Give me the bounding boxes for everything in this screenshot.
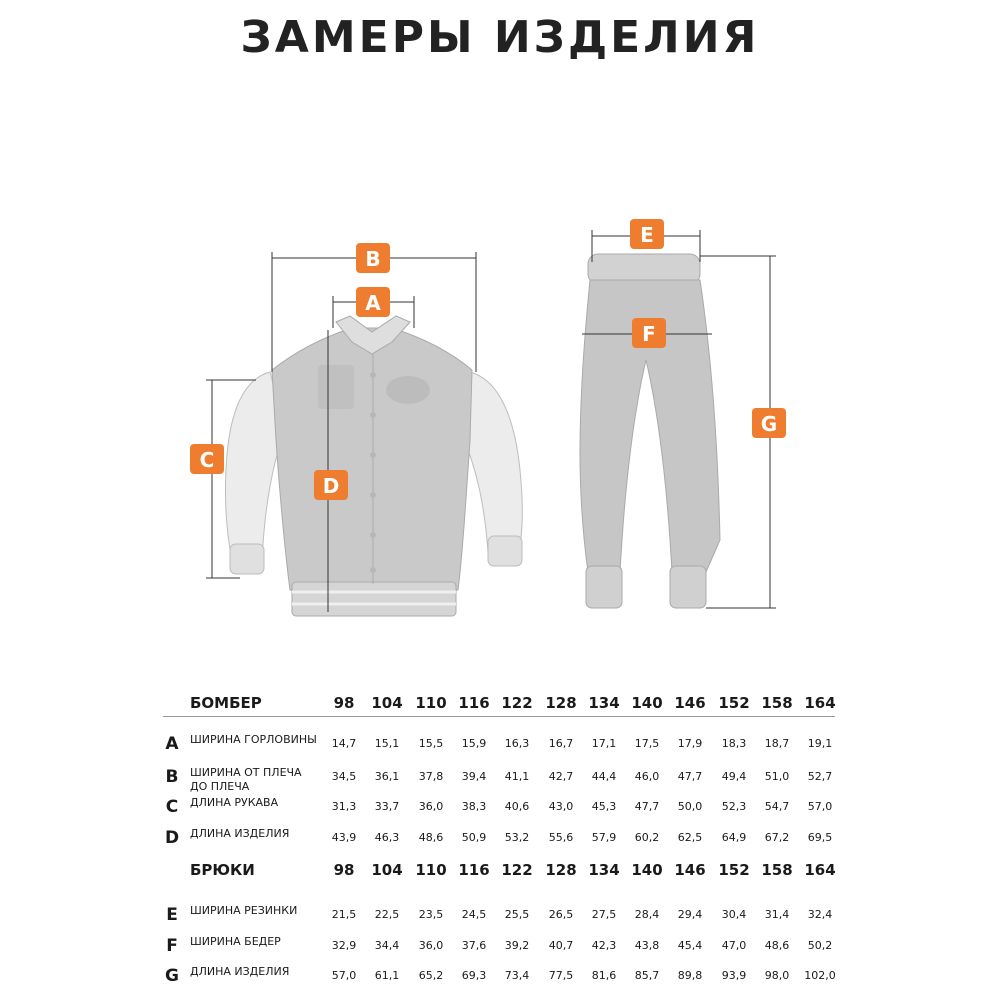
table-cell: 62,5 bbox=[677, 831, 703, 844]
table-cell: 54,7 bbox=[764, 800, 790, 813]
table-cell: 18,7 bbox=[764, 737, 790, 750]
table-cell: 26,5 bbox=[548, 908, 574, 921]
bomber-body bbox=[272, 328, 472, 590]
table-cell: 31,4 bbox=[764, 908, 790, 921]
table-cell: 48,6 bbox=[764, 939, 790, 952]
page-title: ЗАМЕРЫ ИЗДЕЛИЯ bbox=[240, 12, 760, 63]
table-cell: 36,0 bbox=[418, 939, 444, 952]
table-cell: 57,0 bbox=[807, 800, 833, 813]
pants-size-header: 98 bbox=[333, 861, 355, 879]
label-A bbox=[356, 287, 390, 317]
table-cell: 50,9 bbox=[461, 831, 487, 844]
table-cell: 31,3 bbox=[331, 800, 357, 813]
letter-patch bbox=[318, 365, 354, 409]
table-cell: 15,9 bbox=[461, 737, 487, 750]
table-cell: 40,7 bbox=[548, 939, 574, 952]
table-cell: 21,5 bbox=[331, 908, 357, 921]
row-label: ШИРИНА ГОРЛОВИНЫ bbox=[190, 733, 317, 746]
bomber-header-rule bbox=[163, 716, 835, 717]
table-cell: 52,7 bbox=[807, 770, 833, 783]
table-cell: 64,9 bbox=[721, 831, 747, 844]
pants-size-header: 134 bbox=[588, 861, 620, 879]
bomber-size-header: 164 bbox=[804, 694, 836, 712]
right-leg-cuff bbox=[670, 566, 706, 608]
svg-text:C: C bbox=[199, 448, 215, 472]
pants-size-header: 140 bbox=[631, 861, 663, 879]
bomber-jacket bbox=[225, 316, 522, 616]
table-cell: 32,4 bbox=[807, 908, 833, 921]
table-cell: 22,5 bbox=[374, 908, 400, 921]
bomber-size-header: 116 bbox=[458, 694, 490, 712]
pants-size-header: 152 bbox=[718, 861, 750, 879]
table-cell: 60,2 bbox=[634, 831, 660, 844]
table-cell: 39,2 bbox=[504, 939, 530, 952]
table-cell: 42,7 bbox=[548, 770, 574, 783]
row-label: ДЛИНА РУКАВА bbox=[190, 796, 279, 809]
table-cell: 73,4 bbox=[504, 969, 530, 982]
row-letter: G bbox=[165, 966, 179, 986]
table-cell: 36,0 bbox=[418, 800, 444, 813]
table-cell: 38,3 bbox=[461, 800, 487, 813]
row-letter: A bbox=[165, 734, 179, 754]
table-cell: 43,8 bbox=[634, 939, 660, 952]
table-cell: 47,7 bbox=[677, 770, 703, 783]
row-letter: F bbox=[166, 936, 178, 956]
table-cell: 43,0 bbox=[548, 800, 574, 813]
label-B bbox=[356, 243, 390, 273]
table-cell: 77,5 bbox=[548, 969, 574, 982]
table-cell: 46,0 bbox=[634, 770, 660, 783]
table-cell: 46,3 bbox=[374, 831, 400, 844]
pants-size-header: 128 bbox=[545, 861, 577, 879]
table-cell: 52,3 bbox=[721, 800, 747, 813]
table-cell: 43,9 bbox=[331, 831, 357, 844]
table-cell: 53,2 bbox=[504, 831, 530, 844]
table-cell: 51,0 bbox=[764, 770, 790, 783]
row-label: ДЛИНА ИЗДЕЛИЯ bbox=[190, 827, 290, 840]
row-letter: C bbox=[165, 797, 179, 817]
left-leg-cuff bbox=[586, 566, 622, 608]
table-cell: 15,1 bbox=[374, 737, 400, 750]
table-cell: 55,6 bbox=[548, 831, 574, 844]
table-cell: 14,7 bbox=[331, 737, 357, 750]
table-cell: 25,5 bbox=[504, 908, 530, 921]
pants-size-header: 164 bbox=[804, 861, 836, 879]
label-D bbox=[314, 470, 348, 500]
table-cell: 34,4 bbox=[374, 939, 400, 952]
table-cell: 69,5 bbox=[807, 831, 833, 844]
table-cell: 89,8 bbox=[677, 969, 703, 982]
table-cell: 16,3 bbox=[504, 737, 530, 750]
pants-size-header: 146 bbox=[674, 861, 706, 879]
table-cell: 39,4 bbox=[461, 770, 487, 783]
bomber-size-header: 98 bbox=[333, 694, 355, 712]
table-cell: 49,4 bbox=[721, 770, 747, 783]
table-cell: 85,7 bbox=[634, 969, 660, 982]
table-cell: 29,4 bbox=[677, 908, 703, 921]
pants bbox=[580, 254, 720, 608]
table-cell: 61,1 bbox=[374, 969, 400, 982]
bomber-size-header: 128 bbox=[545, 694, 577, 712]
table-cell: 17,9 bbox=[677, 737, 703, 750]
table-cell: 81,6 bbox=[591, 969, 617, 982]
row-label: ШИРИНА БЕДЕР bbox=[190, 935, 281, 948]
label-C bbox=[190, 444, 224, 474]
table-cell: 44,4 bbox=[591, 770, 617, 783]
svg-text:F: F bbox=[642, 322, 656, 346]
table-cell: 69,3 bbox=[461, 969, 487, 982]
chest-patch bbox=[386, 376, 430, 404]
table-cell: 32,9 bbox=[331, 939, 357, 952]
table-cell: 93,9 bbox=[721, 969, 747, 982]
bomber-size-header: 140 bbox=[631, 694, 663, 712]
bomber-size-header: 158 bbox=[761, 694, 793, 712]
table-cell: 37,8 bbox=[418, 770, 444, 783]
table-cell: 47,7 bbox=[634, 800, 660, 813]
bomber-waistband bbox=[292, 582, 456, 616]
table-cell: 30,4 bbox=[721, 908, 747, 921]
table-cell: 57,9 bbox=[591, 831, 617, 844]
table-cell: 47,0 bbox=[721, 939, 747, 952]
row-letter: E bbox=[166, 905, 178, 925]
row-letter: D bbox=[164, 828, 180, 848]
svg-text:D: D bbox=[322, 474, 340, 498]
table-cell: 67,2 bbox=[764, 831, 790, 844]
svg-text:G: G bbox=[760, 412, 778, 436]
pants-size-header: 122 bbox=[501, 861, 533, 879]
label-E bbox=[630, 219, 664, 249]
table-cell: 42,3 bbox=[591, 939, 617, 952]
bomber-size-header: 152 bbox=[718, 694, 750, 712]
row-label: ШИРИНА РЕЗИНКИ bbox=[190, 904, 298, 917]
table-cell: 41,1 bbox=[504, 770, 530, 783]
pants-table-title: БРЮКИ bbox=[190, 861, 255, 879]
table-cell: 37,6 bbox=[461, 939, 487, 952]
bomber-size-header: 122 bbox=[501, 694, 533, 712]
table-cell: 15,5 bbox=[418, 737, 444, 750]
table-cell: 50,2 bbox=[807, 939, 833, 952]
table-cell: 102,0 bbox=[804, 969, 836, 982]
bomber-size-header: 134 bbox=[588, 694, 620, 712]
row-label: ШИРИНА ОТ ПЛЕЧА ДО ПЛЕЧА bbox=[190, 766, 302, 793]
table-cell: 17,5 bbox=[634, 737, 660, 750]
bomber-size-header: 104 bbox=[371, 694, 403, 712]
right-cuff bbox=[488, 536, 522, 566]
bomber-size-header: 110 bbox=[415, 694, 447, 712]
table-cell: 45,3 bbox=[591, 800, 617, 813]
left-cuff bbox=[230, 544, 264, 574]
table-cell: 16,7 bbox=[548, 737, 574, 750]
pants-size-header: 104 bbox=[371, 861, 403, 879]
table-cell: 28,4 bbox=[634, 908, 660, 921]
table-cell: 17,1 bbox=[591, 737, 617, 750]
svg-text:A: A bbox=[365, 291, 381, 315]
table-cell: 33,7 bbox=[374, 800, 400, 813]
table-cell: 45,4 bbox=[677, 939, 703, 952]
table-cell: 24,5 bbox=[461, 908, 487, 921]
table-cell: 98,0 bbox=[764, 969, 790, 982]
svg-text:E: E bbox=[640, 223, 654, 247]
label-G bbox=[752, 408, 786, 438]
table-cell: 57,0 bbox=[331, 969, 357, 982]
row-label: ДЛИНА ИЗДЕЛИЯ bbox=[190, 965, 290, 978]
bomber-size-header: 146 bbox=[674, 694, 706, 712]
table-cell: 18,3 bbox=[721, 737, 747, 750]
table-cell: 48,6 bbox=[418, 831, 444, 844]
table-cell: 34,5 bbox=[331, 770, 357, 783]
label-F bbox=[632, 318, 666, 348]
pants-size-header: 116 bbox=[458, 861, 490, 879]
table-cell: 23,5 bbox=[418, 908, 444, 921]
table-cell: 19,1 bbox=[807, 737, 833, 750]
table-cell: 50,0 bbox=[677, 800, 703, 813]
table-cell: 40,6 bbox=[504, 800, 530, 813]
pants-size-header: 110 bbox=[415, 861, 447, 879]
table-cell: 36,1 bbox=[374, 770, 400, 783]
table-cell: 65,2 bbox=[418, 969, 444, 982]
bomber-table-title: БОМБЕР bbox=[190, 694, 262, 712]
svg-text:B: B bbox=[365, 247, 381, 271]
table-cell: 27,5 bbox=[591, 908, 617, 921]
row-letter: B bbox=[165, 767, 179, 787]
pants-size-header: 158 bbox=[761, 861, 793, 879]
